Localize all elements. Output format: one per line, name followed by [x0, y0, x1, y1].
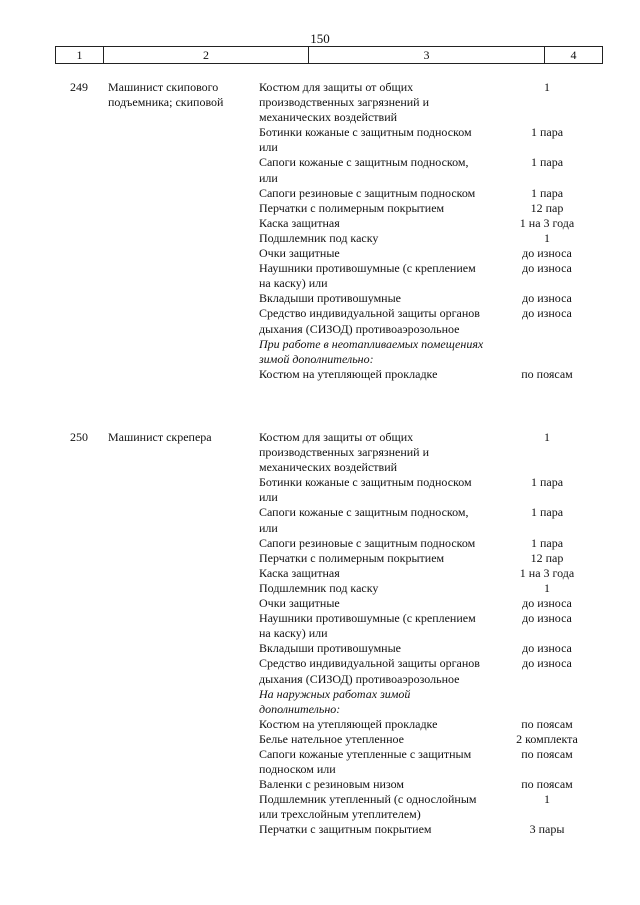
table-header	[55, 46, 603, 64]
ppe-item-name: Перчатки с полимерным покрытием	[259, 550, 445, 565]
entry-number: 249	[70, 80, 88, 94]
ppe-item-row	[259, 246, 609, 261]
ppe-item-name: Костюм на утепляющей прокладке	[259, 366, 438, 381]
ppe-item-quantity: до износа	[522, 596, 572, 611]
condition-note-row	[259, 687, 609, 717]
ppe-item-row	[259, 732, 609, 747]
ppe-item-quantity: 1 пара	[530, 475, 564, 490]
ppe-item-row	[259, 367, 609, 382]
ppe-item-quantity: до износа	[522, 261, 572, 276]
ppe-item-name: Сапоги кожаные с защитным подноском, или	[259, 155, 469, 185]
ppe-item-name: Перчатки с полимерным покрытием	[259, 200, 445, 215]
ppe-item-quantity: 1	[544, 430, 550, 444]
ppe-item-quantity: по поясам	[521, 777, 573, 792]
ppe-item-row	[259, 596, 609, 611]
ppe-item-quantity: 2 комплекта	[516, 731, 578, 746]
ppe-item-name: Ботинки кожаные с защитным подноском или	[259, 475, 472, 505]
ppe-item-quantity: 1	[544, 792, 550, 807]
ppe-item-row	[259, 777, 609, 792]
column-header-2: 2	[103, 47, 308, 63]
ppe-item-row	[259, 536, 609, 551]
ppe-item-name: Очки защитные	[259, 246, 340, 261]
column-header-4: 4	[544, 47, 603, 63]
ppe-item-row	[259, 201, 609, 216]
ppe-item-row	[259, 611, 609, 641]
ppe-item-quantity: 1 на 3 года	[519, 565, 575, 580]
ppe-item-quantity: до износа	[522, 611, 572, 626]
ppe-item-quantity: 1 пара	[530, 505, 564, 520]
ppe-item-row	[259, 475, 609, 505]
ppe-item-name: Костюм для защиты от общих производственных загрязнений и механических воздействий	[259, 430, 430, 475]
ppe-item-name: Ботинки кожаные с защитным подноском или	[259, 125, 472, 155]
ppe-item-quantity: 1 пара	[530, 535, 564, 550]
ppe-item-name: Костюм для защиты от общих производственных загрязнений и механических воздействий	[259, 80, 430, 125]
ppe-item-row	[259, 306, 609, 336]
condition-note: При работе в неотапливаемых помещениях зимой дополнительно:	[259, 336, 484, 366]
ppe-item-name: Сапоги кожаные утепленные с защитным подноском или	[259, 746, 472, 777]
ppe-item-quantity: 1	[544, 580, 550, 595]
ppe-item-row	[259, 291, 609, 306]
ppe-item-name: Перчатки с защитным покрытием	[259, 822, 432, 837]
ppe-item-quantity: 1 пара	[530, 125, 564, 140]
ppe-item-quantity: по поясам	[521, 746, 573, 761]
ppe-item-quantity: по поясам	[521, 366, 573, 381]
ppe-item-row	[259, 747, 609, 777]
ppe-item-name: Каска защитная	[259, 215, 340, 230]
ppe-item-quantity: 1	[544, 230, 550, 245]
ppe-item-row	[259, 186, 609, 201]
ppe-item-name: Наушники противошумные (с креплением на каску) или	[259, 611, 476, 641]
ppe-item-row	[259, 505, 609, 535]
ppe-item-row	[259, 231, 609, 246]
ppe-item-quantity: 1	[544, 80, 550, 94]
ppe-item-name: Каска защитная	[259, 565, 340, 580]
ppe-item-quantity: до износа	[522, 656, 572, 671]
ppe-list	[259, 430, 609, 838]
ppe-item-name: Вкладыши противошумные	[259, 641, 401, 656]
ppe-item-quantity	[489, 337, 605, 367]
ppe-item-quantity: 1 пара	[530, 155, 564, 170]
ppe-item-quantity: 1 пара	[530, 185, 564, 200]
ppe-item-name: Сапоги кожаные с защитным подноском, или	[259, 505, 469, 535]
ppe-item-row	[259, 551, 609, 566]
ppe-item-name: Средство индивидуальной защиты органов дыхания (СИЗОД) противоаэрозольное	[259, 306, 480, 336]
ppe-item-row	[259, 430, 609, 475]
ppe-item-row	[259, 216, 609, 231]
ppe-item-name: Наушники противошумные (с креплением на каску) или	[259, 261, 476, 291]
ppe-item-quantity: до износа	[522, 246, 572, 261]
ppe-item-row	[259, 581, 609, 596]
ppe-item-name: Валенки с резиновым низом	[259, 777, 405, 792]
ppe-item-name: Подшлемник под каску	[259, 230, 379, 245]
ppe-item-row	[259, 656, 609, 686]
ppe-item-quantity: по поясам	[521, 716, 573, 731]
ppe-item-row	[259, 80, 609, 125]
ppe-item-quantity: 12 пар	[530, 550, 564, 565]
profession-name: Машинист скипового подъемника; скиповой	[108, 80, 224, 109]
column-header-3: 3	[308, 47, 544, 63]
ppe-item-name: Очки защитные	[259, 596, 340, 611]
column-header-1: 1	[55, 47, 103, 63]
ppe-list	[259, 80, 609, 382]
ppe-item-quantity	[489, 687, 605, 717]
ppe-item-row	[259, 155, 609, 185]
ppe-item-quantity: до износа	[522, 291, 572, 306]
ppe-item-row	[259, 261, 609, 291]
ppe-item-name: Сапоги резиновые с защитным подноском	[259, 185, 476, 200]
ppe-item-quantity: 12 пар	[530, 200, 564, 215]
ppe-item-row	[259, 792, 609, 822]
ppe-item-quantity: 1 на 3 года	[519, 215, 575, 230]
condition-note: На наружных работах зимой дополнительно:	[259, 686, 411, 716]
ppe-item-name: Подшлемник под каску	[259, 580, 379, 595]
ppe-item-quantity: до износа	[522, 641, 572, 656]
ppe-item-row	[259, 717, 609, 732]
ppe-item-name: Вкладыши противошумные	[259, 291, 401, 306]
ppe-item-name: Сапоги резиновые с защитным подноском	[259, 535, 476, 550]
page-number: 150	[310, 31, 330, 46]
ppe-item-quantity: 3 пары	[529, 822, 565, 837]
ppe-item-quantity: до износа	[522, 306, 572, 321]
ppe-item-name: Подшлемник утепленный (с однослойным или трехслойным утеплителем)	[259, 792, 477, 822]
entry-number: 250	[70, 430, 88, 444]
ppe-item-name: Костюм на утепляющей прокладке	[259, 716, 438, 731]
ppe-item-name: Средство индивидуальной защиты органов дыхания (СИЗОД) противоаэрозольное	[259, 656, 480, 686]
ppe-item-row	[259, 566, 609, 581]
ppe-item-row	[259, 822, 609, 837]
ppe-item-row	[259, 125, 609, 155]
profession-name: Машинист скрепера	[108, 430, 212, 444]
condition-note-row	[259, 337, 609, 367]
ppe-item-row	[259, 641, 609, 656]
ppe-item-name: Белье нательное утепленное	[259, 731, 404, 746]
